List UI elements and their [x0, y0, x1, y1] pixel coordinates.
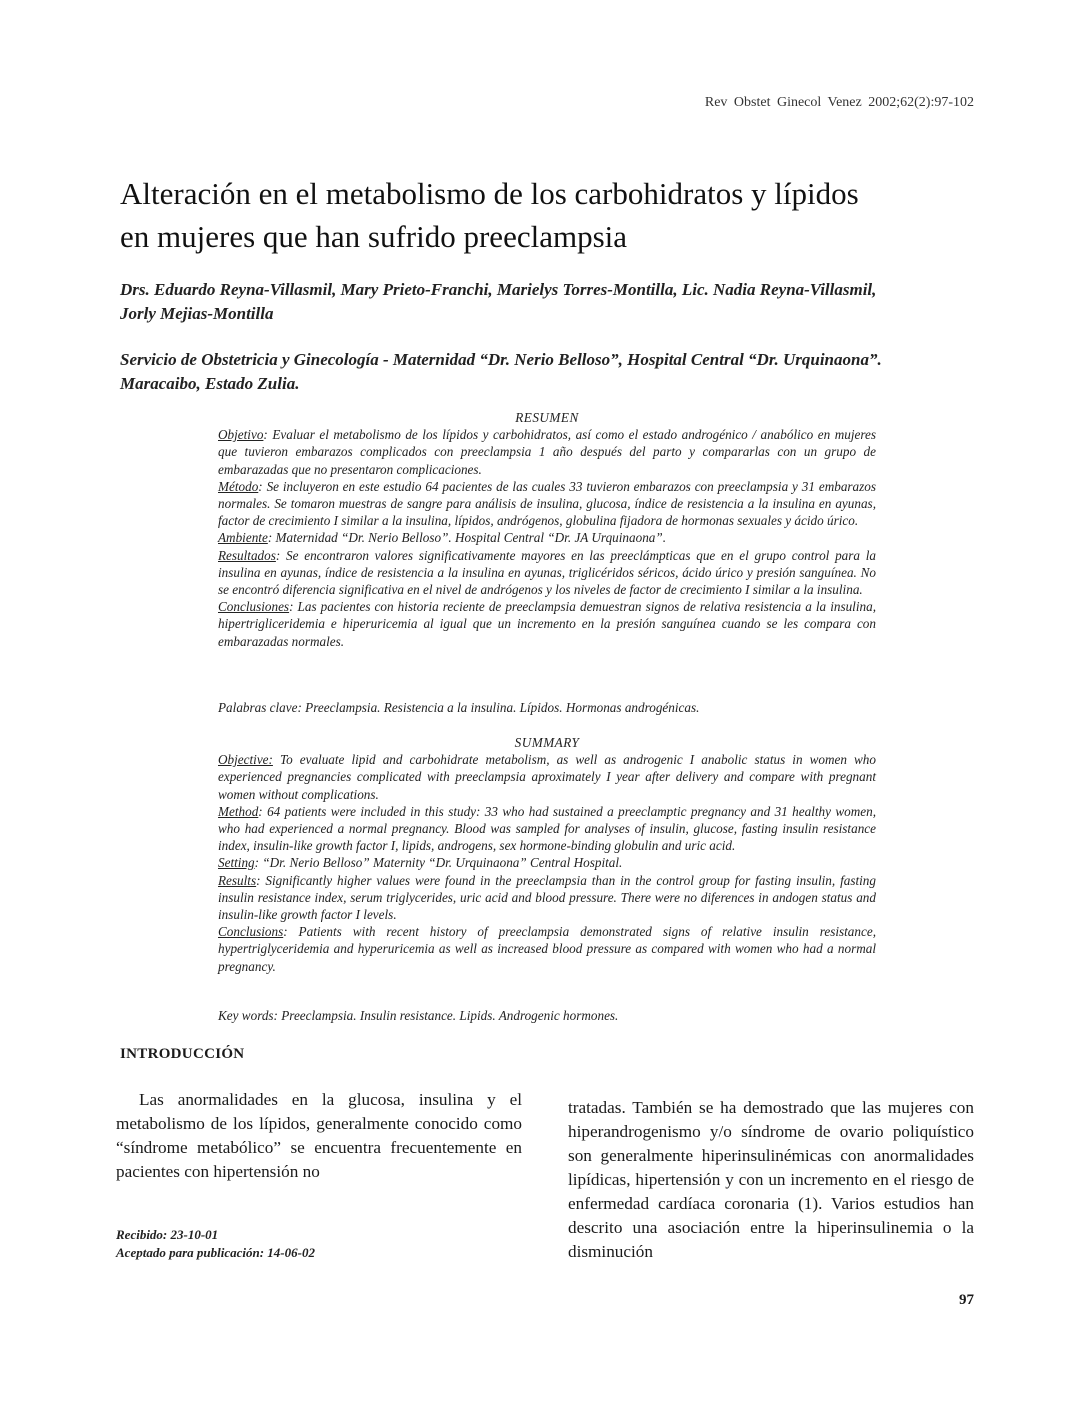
- objective-text: To evaluate lipid and carbohidrate metabolism, as well as androgenic I anabolic status in women who experienced pregnancies complicated with preeclampsia aproximately I year after delivery and compare with pregnant women without complications.: [218, 752, 876, 802]
- submission-dates: [116, 1226, 315, 1262]
- method-text: : 64 patients were included in this study: 33 who had sustained a preeclamptic pregnancy and 31 healthy women, who had experienced a normal pregnancy. Blood was sampled for analyses of insulin, glucose, fasting insulin resistance index, insulin-like growth factor I, lipids, androgens, sex hormone-binding globulin and uric acid.: [218, 803, 876, 854]
- author-list: [120, 278, 980, 326]
- resumen-metodo: [218, 478, 876, 530]
- affiliation-line-2: Maracaibo, Estado Zulia.: [120, 374, 300, 393]
- objective-label: Objective:: [218, 752, 273, 768]
- conclusions-text: : Patients with recent history of preeclampsia demonstrated signs of relative insulin resistance, hypertriglyceridemia and hyperuricemia as well as increased blood pressure as compared with women who had a normal pregnancy.: [218, 924, 876, 974]
- resumen-ambiente: [218, 529, 876, 546]
- resumen-block: [218, 409, 876, 650]
- received-date: Recibido: 23-10-01: [116, 1227, 219, 1242]
- conclusiones-text: : Las pacientes con historia reciente de preeclampsia demuestran signos de relativa resistencia a la insulina, hipertrigliceridemia e hiperuricemia al igual que un incremento en la presión sanguínea cuando se les compara con embarazadas normales.: [218, 599, 876, 649]
- section-heading-introduccion: INTRODUCCIÓN: [120, 1046, 245, 1062]
- conclusiones-label: Conclusiones: [218, 599, 290, 615]
- metodo-text: : Se incluyeron en este estudio 64 pacientes de las cuales 33 tuvieron embarazos con preeclampsia y 31 embarazos normales. Se tomaron muestras de sangre para análisis de insulina, glucosa, índice de resistencia a la insulina en ayunas, factor de crecimiento I similar a la insulina, lípidos, andrógenos, globulina fijadora de hormonas sexuales y ácido úrico.: [218, 478, 876, 529]
- ambiente-text: : Maternidad “Dr. Nerio Belloso”. Hospital Central “Dr. JA Urquinaona”.: [267, 530, 667, 546]
- keywords-spanish: Palabras clave: Preeclampsia. Resistencia a la insulina. Lípidos. Hormonas androgénicas.: [218, 700, 700, 715]
- summary-block: [218, 734, 876, 975]
- authors-line-1: Drs. Eduardo Reyna-Villasmil, Mary Prieto-Franchi, Marielys Torres-Montilla, Lic. Nadia Reyna-Villasmil,: [120, 280, 877, 299]
- resultados-label: Resultados: [218, 547, 276, 563]
- objetivo-label: Objetivo: [218, 427, 264, 443]
- intro-column-right: tratadas. También se ha demostrado que las mujeres con hiperandrogenismo y/o síndrome de ovario poliquístico son generalmente hiperinsulinémicas con anormalidades lipídicas, hipertensión y con un incremento en el riesgo de enfermedad cardíaca coronaria (1). Varios estudios han descrito una asociación entre la hiperinsulinemia o la disminución: [568, 1098, 974, 1261]
- method-label: Method: [218, 803, 259, 819]
- summary-method: [218, 803, 876, 855]
- resumen-objetivo: [218, 426, 876, 478]
- affiliation-line-1: Servicio de Obstetricia y Ginecología - Maternidad “Dr. Nerio Belloso”, Hospital Central “Dr. Urquinaona”.: [120, 350, 882, 369]
- summary-conclusions: [218, 923, 876, 975]
- setting-text: : “Dr. Nerio Belloso” Maternity “Dr. Urquinaona” Central Hospital.: [254, 855, 623, 871]
- summary-objective: [218, 751, 876, 803]
- article-title: [120, 172, 980, 258]
- setting-label: Setting: [218, 855, 255, 871]
- journal-reference: Rev Obstet Ginecol Venez 2002;62(2):97-102: [704, 95, 974, 110]
- accepted-date: Aceptado para publicación: 14-06-02: [116, 1245, 315, 1260]
- ambiente-label: Ambiente: [218, 530, 268, 546]
- results-text: : Significantly higher values were found in the preeclampsia than in the control group for fasting insulin, fasting insulin resistance index, serum triglycerides, uric acid and blood pressure. There were no diferences in andogen status and insulin-like growth factor I levels.: [218, 872, 876, 923]
- summary-results: [218, 872, 876, 924]
- summary-setting: [218, 854, 876, 871]
- intro-column-left: Las anormalidades en la glucosa, insulina y el metabolismo de los lípidos, generalmente conocido como “síndrome metabólico” se encuentra frecuentemente en pacientes con hipertensión no: [116, 1090, 522, 1181]
- keywords-english: Key words: Preeclampsia. Insulin resistance. Lipids. Androgenic hormones.: [218, 1008, 619, 1023]
- resumen-conclusiones: [218, 598, 876, 650]
- metodo-label: Método: [218, 478, 259, 494]
- summary-heading: SUMMARY: [514, 735, 580, 750]
- resumen-heading: RESUMEN: [515, 410, 579, 425]
- resultados-text: : Se encontraron valores significativamente mayores en las preeclámpticas que en el grupo control para la insulina en ayunas, índice de resistencia a la insulina en ayunas, triglicéridos séricos, ácido úrico y presión sanguínea. No se encontró diferencia significativa en el nivel de andrógenos y los niveles de factor de crecimiento I similar a la insulina.: [218, 547, 876, 598]
- resumen-resultados: [218, 547, 876, 599]
- authors-line-2: Jorly Mejias-Montilla: [120, 304, 274, 323]
- objetivo-text: : Evaluar el metabolismo de los lípidos y carbohidratos, así como el estado androgénico / anabólico en mujeres que tuvieron embarazos complicados con preeclampsia 1 año después del parto y compararlas con un grupo de embarazadas que no presentaron complicaciones.: [218, 427, 876, 477]
- conclusions-label: Conclusions: [218, 924, 284, 940]
- title-line-2: en mujeres que han sufrido preeclampsia: [120, 219, 628, 254]
- title-line-1: Alteración en el metabolismo de los carbohidratos y lípidos: [120, 176, 859, 211]
- affiliation: [120, 348, 980, 396]
- results-label: Results: [218, 872, 257, 888]
- page-number: 97: [959, 1292, 974, 1308]
